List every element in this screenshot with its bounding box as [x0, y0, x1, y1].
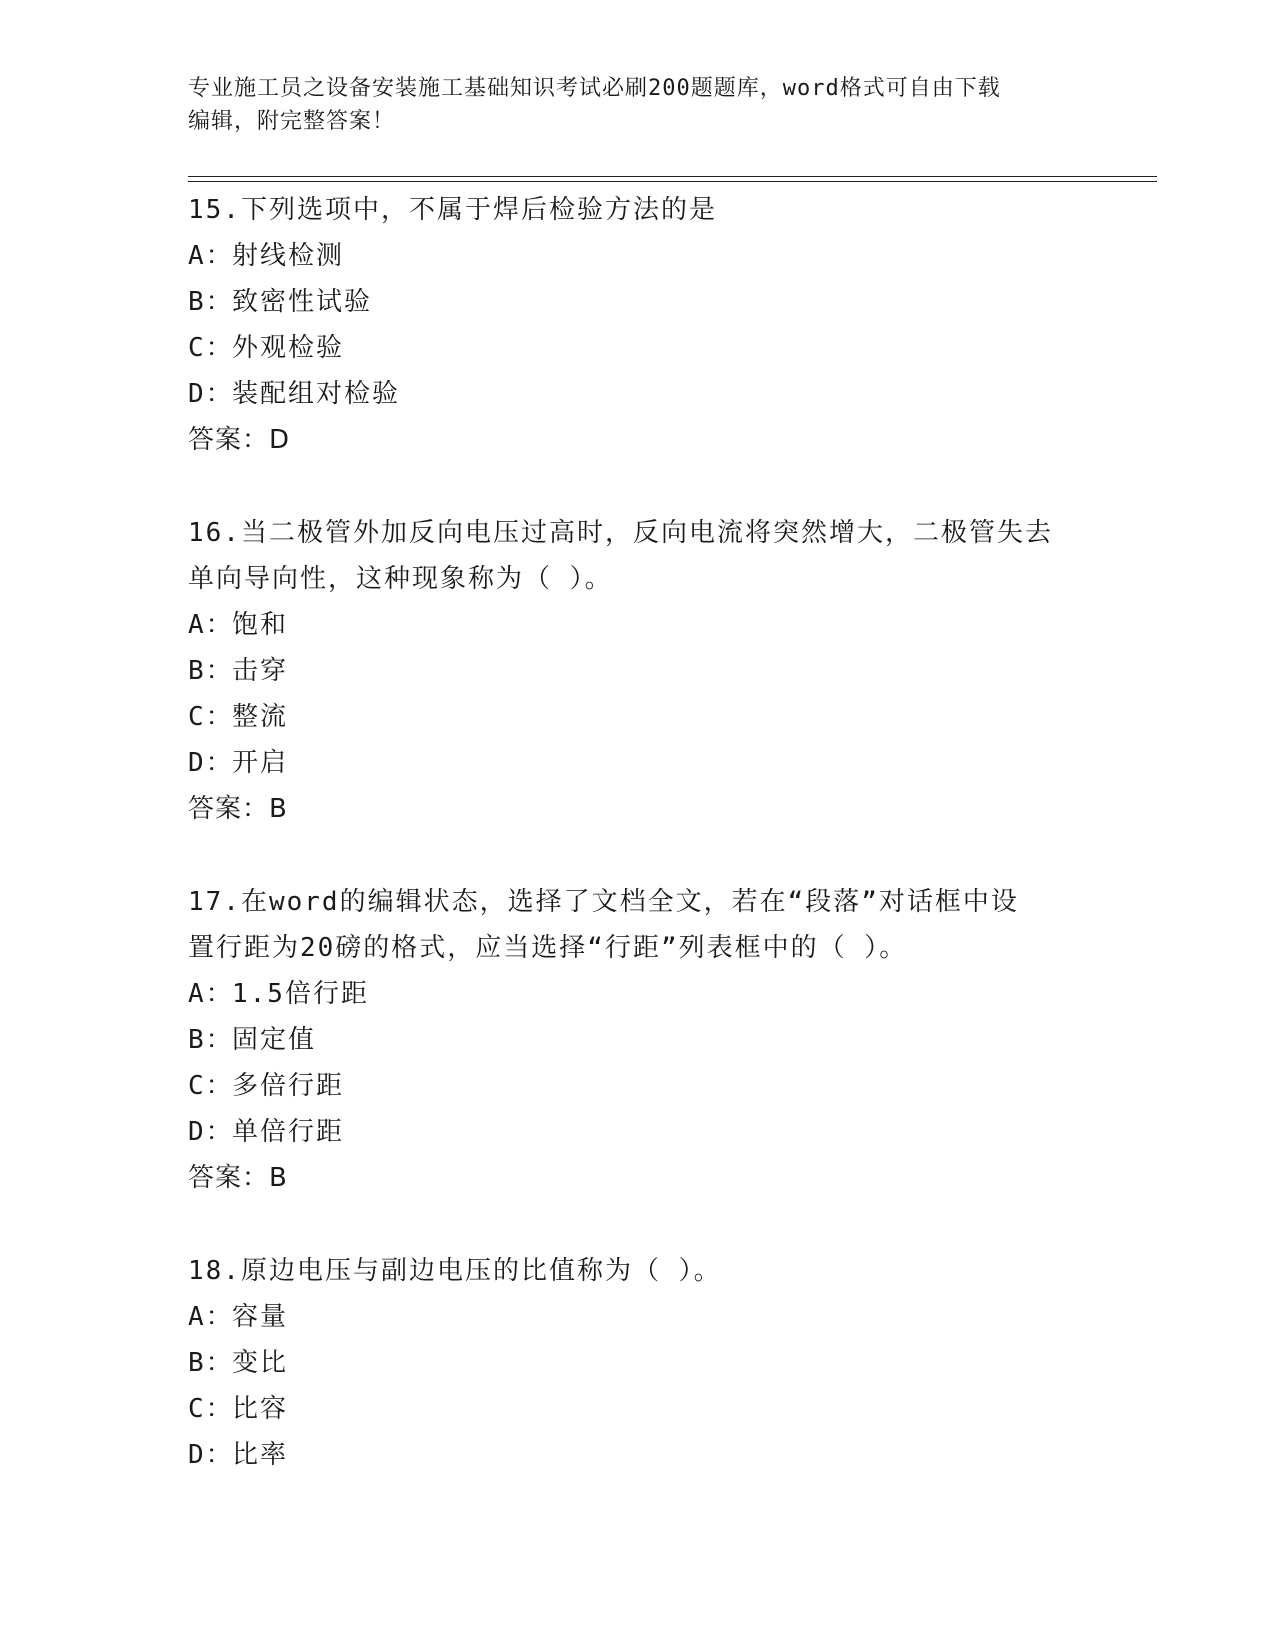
option-text: 饱和	[232, 610, 289, 640]
option-text: 多倍行距	[232, 1071, 345, 1101]
option-b	[188, 1017, 1088, 1063]
question-17	[188, 879, 1088, 1201]
header-divider-top	[188, 176, 1157, 177]
option-key: B：	[188, 656, 234, 686]
option-key: C：	[188, 1071, 234, 1101]
option-text: 射线检测	[232, 241, 345, 271]
option-b	[188, 279, 1088, 325]
option-key: B：	[188, 287, 234, 317]
option-key: C：	[188, 333, 234, 363]
option-a	[188, 971, 1088, 1017]
answer-line: 答案：B	[188, 794, 288, 824]
answer-line: 答案：B	[188, 1163, 288, 1193]
answer-line: 答案：D	[188, 425, 291, 455]
option-text: 1.5倍行距	[232, 979, 369, 1009]
header-title-line-1: 专业施工员之设备安装施工基础知识考试必刷200题题库，word格式可自由下载	[188, 76, 1001, 101]
option-key: A：	[188, 979, 234, 1009]
question-stem: 18.原边电压与副边电压的比值称为（ ）。	[188, 1256, 722, 1286]
document-header	[188, 72, 1088, 138]
option-text: 整流	[232, 702, 289, 732]
option-c	[188, 694, 1088, 740]
option-key: A：	[188, 1302, 234, 1332]
question-18	[188, 1248, 1088, 1478]
option-text: 开启	[232, 748, 289, 778]
question-stem-line-2: 单向导向性，这种现象称为（ ）。	[188, 564, 613, 594]
option-text: 比容	[232, 1394, 289, 1424]
question-stem-line-1: 16.当二极管外加反向电压过高时，反向电流将突然增大，二极管失去	[188, 518, 1053, 548]
option-c	[188, 1063, 1088, 1109]
option-c	[188, 1386, 1088, 1432]
option-text: 装配组对检验	[232, 379, 401, 409]
option-a	[188, 602, 1088, 648]
option-key: B：	[188, 1348, 234, 1378]
option-d	[188, 371, 1088, 417]
question-list	[188, 187, 1088, 1525]
header-title-line-2: 编辑，附完整答案！	[188, 109, 396, 134]
option-text: 致密性试验	[232, 287, 373, 317]
option-text: 比率	[232, 1440, 289, 1470]
option-key: D：	[188, 748, 234, 778]
option-a	[188, 233, 1088, 279]
option-d	[188, 740, 1088, 786]
option-text: 击穿	[232, 656, 289, 686]
option-d	[188, 1109, 1088, 1155]
option-key: C：	[188, 702, 234, 732]
option-b	[188, 648, 1088, 694]
option-text: 变比	[232, 1348, 289, 1378]
header-divider-bottom	[188, 181, 1157, 182]
option-key: B：	[188, 1025, 234, 1055]
option-text: 容量	[232, 1302, 289, 1332]
option-key: C：	[188, 1394, 234, 1424]
question-stem: 15.下列选项中，不属于焊后检验方法的是	[188, 195, 717, 225]
option-key: A：	[188, 241, 234, 271]
option-d	[188, 1432, 1088, 1478]
option-key: D：	[188, 1440, 234, 1470]
option-text: 外观检验	[232, 333, 345, 363]
option-c	[188, 325, 1088, 371]
option-b	[188, 1340, 1088, 1386]
option-key: D：	[188, 379, 234, 409]
option-key: A：	[188, 610, 234, 640]
option-text: 单倍行距	[232, 1117, 345, 1147]
question-16	[188, 510, 1088, 832]
question-15	[188, 187, 1088, 463]
question-stem-line-2: 置行距为20磅的格式，应当选择“行距”列表框中的（ ）。	[188, 933, 908, 963]
option-key: D：	[188, 1117, 234, 1147]
question-stem-line-1: 17.在word的编辑状态，选择了文档全文，若在“段落”对话框中设	[188, 887, 1019, 917]
option-text: 固定值	[232, 1025, 317, 1055]
option-a	[188, 1294, 1088, 1340]
